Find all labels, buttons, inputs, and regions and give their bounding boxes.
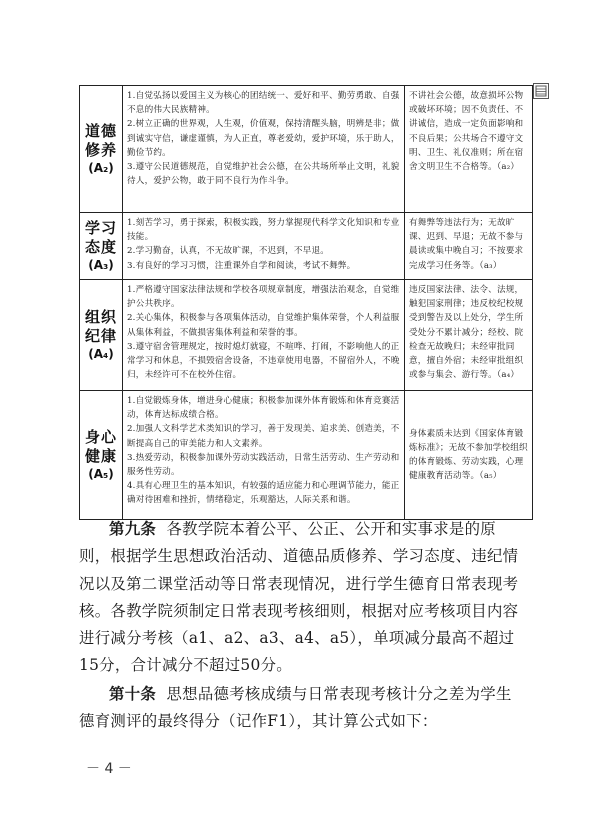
category-cell bbox=[80, 86, 123, 213]
table-row-a3 bbox=[80, 213, 533, 280]
standard-item: 3.遵守宿舍管理规定，按时熄灯就寝，不喧哗、打闹，不影响他人的正常学习和休息，不损毁宿舍设备，不违章使用电器，不留宿外人，不晚归，未经许可不在校外住宿。 bbox=[127, 341, 400, 381]
grid-icon[interactable] bbox=[533, 83, 549, 99]
category-name: 身心健康 bbox=[85, 428, 118, 465]
category-name: 道德修养 bbox=[85, 122, 118, 159]
standard-item: 1.自觉锻炼身体，增进身心健康；积极参加课外体育锻炼和体育竞赛活动，体育达标成绩合格。 bbox=[127, 396, 400, 421]
standard-cell bbox=[123, 280, 405, 391]
standard-item: 1.刻苦学习，勇于探索，积极实践，努力掌握现代科学文化知识和专业技能。 bbox=[127, 218, 400, 243]
article-number: 第九条 bbox=[109, 520, 157, 538]
standard-item: 3.有良好的学习习惯，注重课外自学和阅读，考试不舞弊。 bbox=[127, 260, 356, 271]
category-cell bbox=[80, 391, 123, 520]
article-10 bbox=[79, 681, 519, 736]
standard-item: 2.关心集体，积极参与各项集体活动，自觉维护集体荣誉，个人利益服从集体利益，不做损害集体利益和荣誉的事。 bbox=[127, 313, 400, 338]
table-row-a4 bbox=[80, 280, 533, 391]
deduction-text: 不讲社会公德，故意损坏公物或破坏环境；因不负责任、不讲诚信，造成一定负面影响和不良后果；公共场合不遵守文明、卫生、礼仪准则；所在宿舍文明卫生不合格等。（a₂） bbox=[409, 91, 524, 173]
standard-cell bbox=[123, 391, 405, 520]
table-row-a2 bbox=[80, 86, 533, 213]
category-code: (A₂) bbox=[88, 161, 114, 175]
deduction-text: 身体素质未达到《国家体育锻炼标准》；无故不参加学校组织的体育锻炼、劳动实践，心理健康教育活动等。（a₅） bbox=[409, 428, 528, 482]
table-row-a5 bbox=[80, 391, 533, 520]
category-name: 组织纪律 bbox=[85, 308, 118, 345]
category-code: (A₅) bbox=[88, 467, 114, 481]
standard-item: 2.树立正确的世界观，人生观，价值观，保持清醒头脑，明辨是非；做到诚实守信，谦虚谨慎，为人正直，尊老爱幼，爱护环境，乐于助人，勤俭节约。 bbox=[127, 119, 400, 158]
article-text: 思想品德考核成绩与日常表现考核计分之差为学生德育测评的最终得分（记作F1），其计算公式如下： bbox=[79, 685, 512, 731]
standard-item: 2.加强人文科学艺术类知识的学习，善于发现美、追求美、创造美，不断提高自己的审美能力和人文素养。 bbox=[127, 424, 400, 449]
evaluation-table bbox=[79, 85, 533, 520]
deduction-cell bbox=[405, 391, 533, 520]
standard-cell bbox=[123, 86, 405, 213]
deduction-text: 违反国家法律、法令、法规，触犯国家刑律；违反校纪校规受到警告及以上处分，学生所受处分不累计减分；经校、院检查无故晚归；未经审批同意，擅自外宿；未经审批组织或参与集会、游行等。（a₄） bbox=[409, 285, 524, 381]
deduction-cell bbox=[405, 280, 533, 391]
standard-item: 3.热爱劳动，积极参加课外劳动实践活动，日常生活劳动、生产劳动和服务性劳动。 bbox=[127, 452, 400, 478]
deduction-cell bbox=[405, 213, 533, 280]
article-9 bbox=[79, 516, 519, 680]
category-cell bbox=[80, 213, 123, 280]
page-number: － 4 － bbox=[86, 761, 132, 777]
deduction-text: 有舞弊等违法行为；无故旷课、迟到、早退；无故不参与晨读或集中晚自习；不按要求完成学习任务等。（a₃） bbox=[409, 218, 524, 271]
standard-item: 3.遵守公民道德规范，自觉维护社会公德，在公共场所举止文明，礼貌待人，爱护公物，敢于同不良行为作斗争。 bbox=[127, 162, 400, 187]
standard-item: 1.自觉弘扬以爱国主义为核心的团结统一、爱好和平、勤劳勇敢、自强不息的伟大民族精神。 bbox=[127, 91, 400, 116]
standard-item: 4.具有心理卫生的基本知识，有较强的适应能力和心理调节能力，能正确对待困难和挫折，情绪稳定，乐观豁达，人际关系和谐。 bbox=[127, 481, 400, 506]
category-code: (A₄) bbox=[88, 347, 114, 361]
article-number: 第十条 bbox=[109, 685, 157, 703]
article-text: 各教学院本着公平、公正、公开和实事求是的原则，根据学生思想政治活动、道德品质修养、学习态度、违纪情况以及第二课堂活动等日常表现情况，进行学生德育日常表现考核。各教学院须制定日常表现考核细则，根据对应考核项目内容进行减分考核（a1、a2、a3、a4、a5），单项减分最高不超过15分，合计减分不超过50分。 bbox=[79, 520, 519, 675]
standard-item: 1.严格遵守国家法律法规和学校各项规章制度，增强法治观念，自觉维护公共秩序。 bbox=[127, 285, 400, 310]
category-code: (A₃) bbox=[88, 258, 114, 272]
category-name: 学习态度 bbox=[85, 219, 118, 256]
category-cell bbox=[80, 280, 123, 391]
deduction-cell bbox=[405, 86, 533, 213]
standard-item: 2.学习勤奋，认真，不无故旷课，不迟到，不早退。 bbox=[127, 246, 330, 257]
standard-cell bbox=[123, 213, 405, 280]
